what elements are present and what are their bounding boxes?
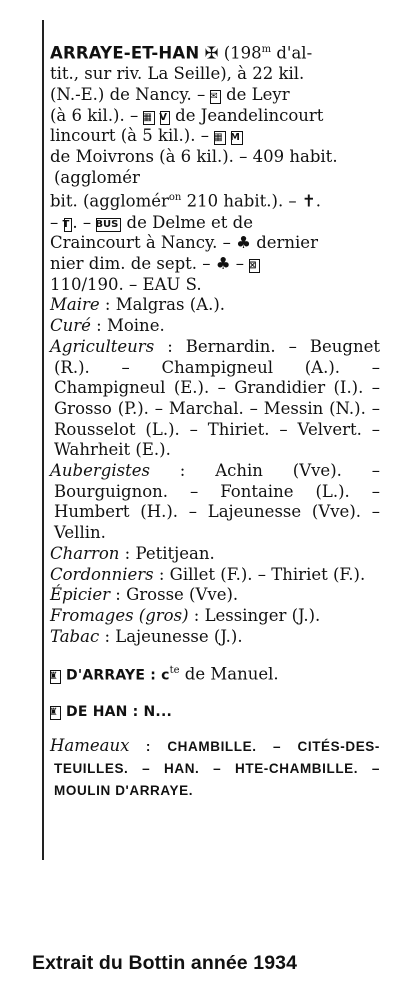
tabac-value: : Lajeunesse (J.).	[99, 626, 243, 646]
header-text: nier dim. de sept. – ♣ –	[50, 254, 250, 274]
tabac-label: Tabac	[50, 626, 100, 646]
epicier-label: Épicier	[50, 585, 111, 605]
aubergistes-label: Aubergistes	[50, 461, 150, 481]
header-text: (à 6 kil.). –	[50, 105, 144, 125]
header-line	[50, 254, 380, 275]
header-text: Craincourt à Nancy. – ♣ dernier	[50, 233, 318, 253]
hameaux-line	[50, 736, 380, 801]
castle-icon: ♜	[50, 706, 61, 720]
header-line	[50, 85, 380, 106]
fromages-line	[50, 606, 380, 627]
epicier-line	[50, 585, 380, 606]
chateau-han-line	[50, 701, 380, 723]
header-text: d'al-	[271, 43, 313, 63]
cordonniers-value: : Gillet (F.). – Thiriet (F.).	[153, 564, 366, 584]
symbol-icon: ✉	[210, 90, 220, 104]
header-text: m	[261, 44, 272, 55]
symbol-icon: M	[231, 131, 243, 145]
entry-header	[50, 40, 380, 295]
symbol-icon: T	[64, 218, 73, 232]
header-text: . –	[72, 212, 97, 232]
header-line	[50, 64, 380, 85]
header-line	[50, 213, 380, 234]
chateau-arraye-sup: te	[169, 665, 180, 677]
header-text: bit. (agglomér	[50, 191, 169, 211]
tabac-line	[50, 627, 380, 648]
header-line	[50, 188, 380, 212]
header-text: ✠ (198	[199, 43, 262, 63]
epicier-value: : Grosse (Vve).	[110, 585, 239, 605]
header-text: de Delme et de	[121, 212, 253, 232]
cordonniers-label: Cordonniers	[50, 564, 154, 584]
fromages-label: Fromages (gros)	[50, 605, 189, 625]
caption: Extrait du Bottin année 1934	[32, 952, 298, 974]
header-line	[50, 40, 380, 64]
header-line	[50, 147, 380, 188]
hameaux-value: : CHAMBILLE. – CITÉS-DES-TEUILLES. – HAN. – HTE-CHAMBILLE. – MOULIN D'ARRAYE.	[54, 739, 380, 798]
cure-value: : Moine.	[90, 316, 165, 336]
header-text: (N.-E.) de Nancy. –	[50, 84, 211, 104]
chateau-arraye-label: D'ARRAYE : c	[60, 667, 170, 684]
maire-value: : Malgras (A.).	[99, 295, 226, 315]
symbol-icon: V	[160, 111, 170, 125]
maire-label: Maire	[50, 295, 100, 315]
header-text: de Moivrons (à 6 kil.). – 409 habit. (agglomér	[50, 147, 338, 187]
agriculteurs-label: Agriculteurs	[50, 336, 155, 356]
header-line	[50, 275, 380, 296]
header-text: de Jeandelincourt	[169, 105, 324, 125]
charron-line	[50, 544, 380, 565]
header-line	[50, 233, 380, 254]
left-margin-rule	[42, 20, 44, 860]
fromages-value: : Lessinger (J.).	[188, 605, 321, 625]
header-text: tit., sur riv. La Seille), à 22 kil.	[50, 64, 305, 84]
header-line	[50, 126, 380, 147]
header-text: 110/190. – EAU S.	[50, 274, 202, 294]
agriculteurs-value: : Bernardin. – Beugnet (R.). – Champigneul (A.). – Champigneul (E.). – Grandidier (I.). – Grosso (P.). – Marchal. – Messin (N.). – Rousselot (L.). – Thiriet. – Velvert. – Wahrheit (E.).	[54, 336, 380, 460]
header-text: de Leyr	[220, 84, 290, 104]
header-text: on	[168, 192, 182, 204]
charron-label: Charron	[50, 543, 120, 563]
agriculteurs-line	[50, 337, 380, 461]
maire-line	[50, 295, 380, 316]
chateau-arraye-value: de Manuel.	[179, 664, 279, 684]
header-text: ARRAYE-ET-HAN	[50, 43, 200, 63]
hameaux-label: Hameaux	[50, 736, 130, 756]
cure-line	[50, 316, 380, 337]
symbol-icon: ▦	[143, 111, 154, 125]
directory-entry	[50, 40, 380, 801]
castle-icon: ♜	[50, 670, 61, 684]
aubergistes-value: : Achin (Vve). – Bourguignon. – Fontaine (L.). – Humbert (H.). – Lajeunesse (Vve). – Vellin.	[54, 461, 380, 543]
header-text: lincourt (à 5 kil.). –	[50, 126, 215, 146]
chateau-han-label: DE HAN : N...	[60, 703, 172, 720]
charron-value: : Petitjean.	[119, 543, 215, 563]
cure-label: Curé	[50, 316, 91, 336]
cordonniers-line	[50, 565, 380, 586]
header-line	[50, 106, 380, 127]
aubergistes-line	[50, 461, 380, 544]
symbol-icon: BUS	[96, 218, 121, 232]
header-text: 210 habit.). – ✝.	[181, 191, 321, 211]
symbol-icon: ▦	[214, 131, 225, 145]
header-text: –	[50, 212, 64, 232]
symbol-icon: ⊠	[249, 259, 259, 273]
chateau-arraye-line	[50, 661, 380, 686]
